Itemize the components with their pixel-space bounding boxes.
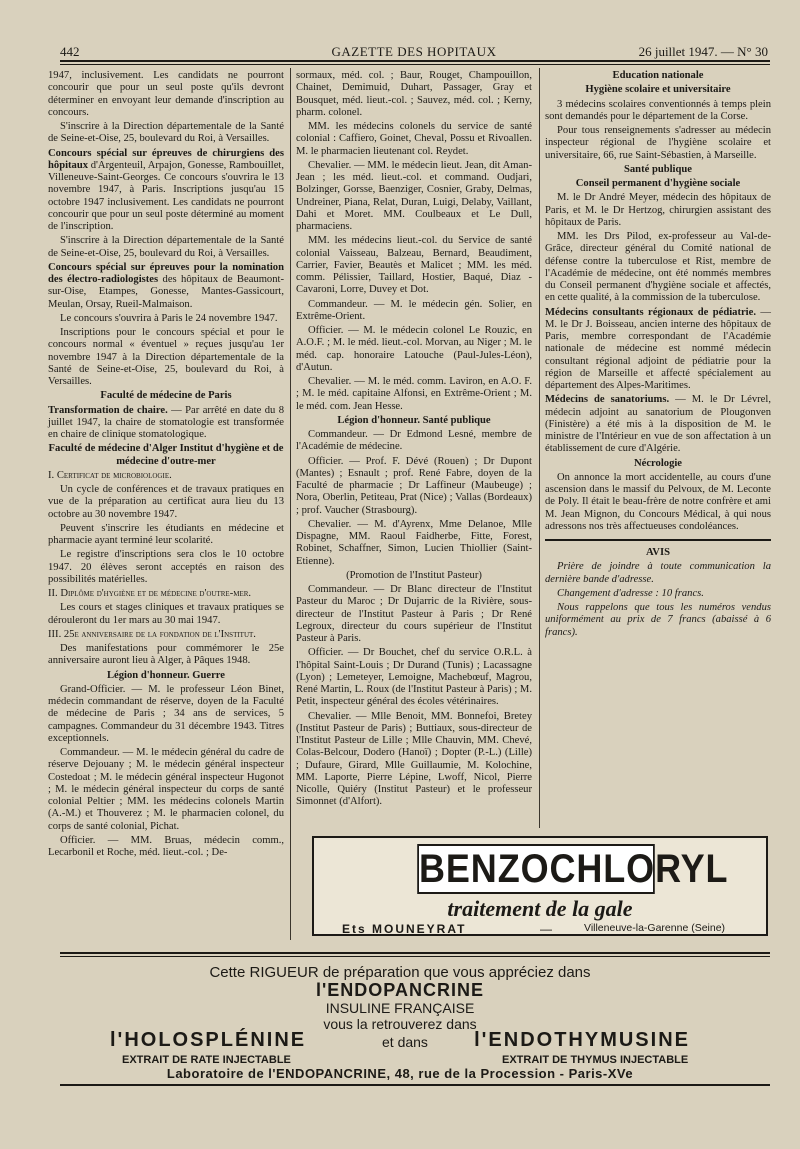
advert-bottom-rule [60,1084,770,1086]
notice-line: Changement d'adresse : 10 francs. [557,587,704,599]
advert-line: vous la retrouverez dans [323,1016,477,1032]
header-rule-thin [60,64,770,65]
notice-line: Nous rappelons que tous les numéros vendus uniformément au prix de 7 francs (abaissé à 6 francs). [545,602,771,638]
subsection-title: III. 25e anniversaire de la fondation de l'Institut. [48,628,256,640]
paragraph [48,148,284,234]
paragraph: Les cours et stages cliniques et travaux pratiques se dérouleront du 1er mars au 30 mai 1947. [48,602,284,626]
paragraph: Officier. — M. le médecin colonel Le Rouzic, en A.O.F. ; M. le méd. lieut.-col. Morvan, au Niger ; M. le méd. cap. honoraire Latouche (Paul-Jules-Léon), d'Autun. [296,325,532,373]
paragraph-body: — Par arrêté en date du 8 juillet 1947, la chaire de stomatologie est transformée en chaire de clinique stomatologique. [48,404,284,440]
paragraph: Chevalier. — M. le méd. comm. Laviron, en A.O. F. ; M. le méd. capitaine Alfonsi, en Extrême-Orient ; M. le méd. com. Jean Hesse. [296,376,532,412]
paragraph: S'inscrire à la Direction départementale de la Santé de Seine-et-Oise, 25, boulevard du Roi, à Versailles. [48,235,284,259]
advert-city: Villeneuve-la-Garenne (Seine) [584,922,726,934]
paragraph [545,307,771,393]
advert-product-right: l'ENDOTHYMUSINE [474,1029,690,1051]
column-right [545,70,771,641]
section-heading: Nécrologie [633,457,683,469]
paragraph [48,405,284,442]
page-number: 442 [60,44,80,59]
paragraph [48,262,284,311]
paragraph-lead: Médecins consultants régionaux de pédiatrie. [545,306,756,318]
paragraph: S'inscrire à la Direction départementale de la Santé de Seine-et-Oise, 25, boulevard du Roi, à Versailles. [48,121,284,145]
paragraph: Commandeur. — Dr Blanc directeur de l'Institut Pasteur du Maroc ; Dr Dujarric de la Rivière, sous-directeur de l'Institut Pasteur à Paris ; Dr René Legroux, directeur du cours supérieur de l'Institut Pasteur à Paris. [296,584,532,644]
paragraph: 3 médecins scolaires conventionnés à temps plein sont demandés pour le département de la Corse. [545,98,771,122]
advert-rule [60,952,770,954]
advert-brand: BENZOCHLORYL [417,844,655,894]
column-divider [290,68,291,940]
paragraph: MM. les Drs Pilod, ex-professeur au Val-de-Grâce, directeur général du Comité national de défense contre la tuberculose et Rist, membre de l'Académie de médecine, ont été nommés membres du Conseil permanent d'hygiène sociale et affectés, en cette qualité, à la commission de la tuberculose. [545,231,771,304]
advert-line: INSULINE FRANÇAISE [325,1000,475,1016]
paragraph: Chevalier. — M. d'Ayrenx, Mme Delanoe, Mlle Dispagne, MM. Raoul Faidherbe, Fitte, Forest, Robinet, Schaffner, Simon, Lucien Thiollier (Saint-Etienne). [296,518,532,567]
paragraph-lead: Concours spécial sur épreuves pour la nomination des électro-radiologistes [48,261,284,285]
paragraph: Un cycle de conférences et de travaux pratiques en vue de la préparation au certificat aura lieu du 13 octobre au 30 novembre 1947. [48,484,284,520]
paragraph-lead: Médecins de sanatoriums. [545,394,670,406]
section-rule [545,539,771,541]
paragraph: Peuvent s'inscrire les étudiants en médecine et pharmacie ayant terminé leur scolarité. [48,522,284,546]
column-divider [539,68,540,828]
paragraph: Officier. — Dr Bouchet, chef du service O.R.L. à l'hôpital Saint-Louis ; Dr Durand (Tunis) ; Lacassagne (Lyon) ; Lemeteyer, Lemoigne, Machebœuf, Magrou, René Martin, L. Roux (de l'Institut Pasteur à Paris) ; M. Petit, inspecteur général des écoles vétérinaires. [296,647,532,708]
endopancrine-advert [100,964,700,1051]
paragraph-lead: Transformation de chaire. [48,404,168,416]
paragraph: M. le Dr André Meyer, médecin des hôpitaux de Paris, et M. le Dr Hertzog, chirurgien assistant des hôpitaux de Paris. [545,192,771,228]
section-heading: Santé publique [623,163,692,175]
paragraph: MM. les médecins lieut.-col. du Service de santé colonial Vaisseau, Balzeau, Bernard, Beaudiment, Carrier, Favier, Beautès et Malicet ; MM. les méd. comm. Pélissier, Taillard, Hostier, Baqué, Diaz - Cavaroni, Lorre, Duvey et Dot. [296,235,532,296]
paragraph: MM. les médecins colonels du service de santé colonial : Caffiero, Goinet, Cheval, Possu et Rivoallen. M. le pharmacien lieutenant col. Reydet. [296,121,532,157]
section-heading: Education nationale [612,70,704,81]
paragraph-body: — M. le Dr Lévrel, médecin adjoint au sanatorium de Plougonven (Finistère) a été mis à la disposition de M. le ministre de l'Intérieur en vue de son affectation à un établissement de cure d'Algérie. [545,394,771,455]
benzochloryl-advert [312,836,768,936]
paragraph-body: des hôpitaux de Beaumont-sur-Oise, Etampes, Gonesse, Mantes-Gassicourt, Meulan, Orsay, Rueil-Malmaison. [48,274,284,310]
subsection-title: II. Diplôme d'hygiène et de médecine d'outre-mer. [48,588,252,599]
advert-rule-thin [60,956,770,957]
header-rule [60,60,770,62]
section-heading: Hygiène scolaire et universitaire [585,84,731,96]
advert-dash: — [540,922,552,936]
section-heading: AVIS [646,547,670,558]
issue-date: 26 juillet 1947. — N° 30 [638,44,768,59]
journal-title: GAZETTE DES HOPITAUX [331,44,497,59]
paragraph: Officier. — Prof. F. Dévé (Rouen) ; Dr Dupont (Mantes) ; Esnault ; prof. René Fabre, doyen de la Faculté de pharmacie ; Dr Laffineur (Maubeuge) ; Nora, Oberlin, Petiteau, Prat (Nice) ; Vallas (Bordeaux) ; prof. Vaucher (Strasbourg). [296,455,532,516]
advert-product-main: l'ENDOPANCRINE [316,980,484,1000]
section-heading: Faculté de médecine de Paris [100,390,232,402]
paragraph: Officier. — MM. Bruas, médecin comm., Lecarbonil et Roche, méd. lieut.-col. ; De- [48,834,284,858]
paragraph: On annonce la mort accidentelle, au cours d'une ascension dans le massif du Pelvoux, de M. Leconte de Poly. Il était le beau-frère de notre confrère et ami M. Jean Mignon, du Concours Médical, à qui nous adressons nos très affectueuses condoléances. [545,471,771,532]
paragraph: Pour tous renseignements s'adresser au médecin inspecteur régional de l'hygiène scolaire et universitaire, 66, rue Saint-Sébastien, à Marseille. [545,125,771,161]
advert-subtitle-left: EXTRAIT DE RATE INJECTABLE [122,1054,291,1066]
paragraph: Grand-Officier. — M. le professeur Léon Binet, médecin commandant de réserve, doyen de la Faculté de médecine de Paris ; 34 ans de services, 5 campagnes. Commandeur du 31 décembre 1943. Titres exceptionnels. [48,683,284,744]
advert-laboratory: Laboratoire de l'ENDOPANCRINE, 48, rue de la Procession - Paris-XVe [166,1066,634,1081]
column-middle [296,70,532,811]
section-heading: Faculté de médecine d'Alger Institut d'hygiène et de médecine d'outre-mer [48,443,284,467]
paragraph: Chevalier. — Mlle Benoit, MM. Bonnefoi, Bretey (Institut Pasteur de Paris) ; Buttiaux, sous-directeur de l'Institut Pasteur de Lille ; Mlle Chauvin, MM. Chevé, Colas-Belcour, Dodero (Hanoï) ; Dopter (P.-L.) (Lille) ; Dufaure, Girard, Mlle Guillaumie, M. Kolochine, MM. Laporte, Pierre Lépine, Lwoff, Nicol, Pierre Nicolle, Quiéry (Institut Pasteur) et le professeur Simonnet (d'Alfort). [296,710,532,808]
page-header [60,44,768,60]
advert-line: et dans [382,1034,428,1050]
paragraph: 1947, inclusivement. Les candidats ne pourront concourir que pour un seul poste qu'ils devront déterminer en envoyant leur demande d'inscription au concours. [48,70,284,118]
section-heading: Légion d'honneur. Santé publique [337,414,491,426]
subsection-title: I. Certificat de microbiologie. [48,469,172,481]
paragraph: Commandeur. — M. le médecin général du cadre de réserve Dejouany ; M. le médecin général inspecteur Costedoat ; M. le médecin général inspecteur Hugonot ; M. le médecin général inspecteur du corps de santé colonial Peltier ; MM. les médecins colonels Martin (A.-M.) et Thouverez ; M. le pharmacien colonel, du corps de santé colonial, Pichat. [48,747,284,832]
paragraph-lead: Concours spécial sur épreuves de chirurgiens des hôpitaux [48,147,284,171]
section-heading: Conseil permanent d'hygiène sociale [575,178,741,189]
paragraph: Des manifestations pour commémorer le 25e anniversaire auront lieu à Alger, à Pâques 1948. [48,643,284,667]
paragraph: Le registre d'inscriptions sera clos le 10 octobre 1947. 20 élèves seront acceptés en raison des possibilités matérielles. [48,549,284,585]
paragraph: sormaux, méd. col. ; Baur, Rouget, Champouillon, Chainet, Demimuid, Duhart, Passager, Gray et Bousquet, méd. lieut.-col. ; Sauvez, méd. col. ; Kerny, pharm. colonel. [296,70,532,118]
paragraph: Chevalier. — MM. le médecin lieut. Jean, dit Aman-Jean ; les méd. lieut.-col. et command. Oudjari, Bolzinger, Gorsse, Baenziger, Cosnier, Graby, Delmas, Undreiner, Piana, Relat, Duran, Luigi, Delaby, Vaillant, Dahi et Moret. MM. Coulbeaux et Le Dull, pharmaciens. [296,159,532,232]
advert-lab: Ets MOUNEYRAT [342,922,467,936]
advert-line: Cette RIGUEUR de préparation que vous appréciez dans [209,964,591,981]
section-note: (Promotion de l'Institut Pasteur) [346,569,482,581]
paragraph-body: — M. le Dr J. Boisseau, ancien interne des hôpitaux de Paris, membre correspondant de l'Académie nationale de médecine est nommé médecin consultant régional adjoint de pédiatrie pour la région de Marseille et affecté spécialement au département des Alpes-Maritimes. [545,306,771,391]
paragraph: Commandeur. — Dr Edmond Lesné, membre de l'Académie de médecine. [296,429,532,453]
advert-product-left: l'HOLOSPLÉNINE [110,1029,307,1051]
notice-line: Prière de joindre à toute communication la dernière bande d'adresse. [545,561,771,585]
paragraph: Inscriptions pour le concours spécial et pour le concours normal « éventuel » reçues jusqu'au 1er novembre 1947 à la Direction départementale de la Santé de Seine-et-Oise, 25, boulevard du Roi, à Versailles. [48,327,284,387]
paragraph: Le concours s'ouvrira à Paris le 24 novembre 1947. [60,312,278,324]
advert-subtitle-right: EXTRAIT DE THYMUS INJECTABLE [502,1054,689,1066]
section-heading: Légion d'honneur. Guerre [106,669,226,681]
advert-footer [314,922,766,936]
paragraph [545,394,771,455]
paragraph-body: d'Argenteuil, Arpajon, Gonesse, Rambouillet, Villeneuve-Saint-Georges. Ce concours s'ouvrira le 13 novembre 1947, à Paris. Inscriptions jusqu'au 15 octobre 1947 inclusivement. Les candidats ne pourront concourir que pour un seul poste déterminé au moment de l'inscription. [48,159,284,232]
column-left [48,70,284,861]
paragraph: Commandeur. — M. le médecin gén. Solier, en Extrême-Orient. [296,298,532,322]
advert-tagline: traitement de la gale [447,896,633,921]
